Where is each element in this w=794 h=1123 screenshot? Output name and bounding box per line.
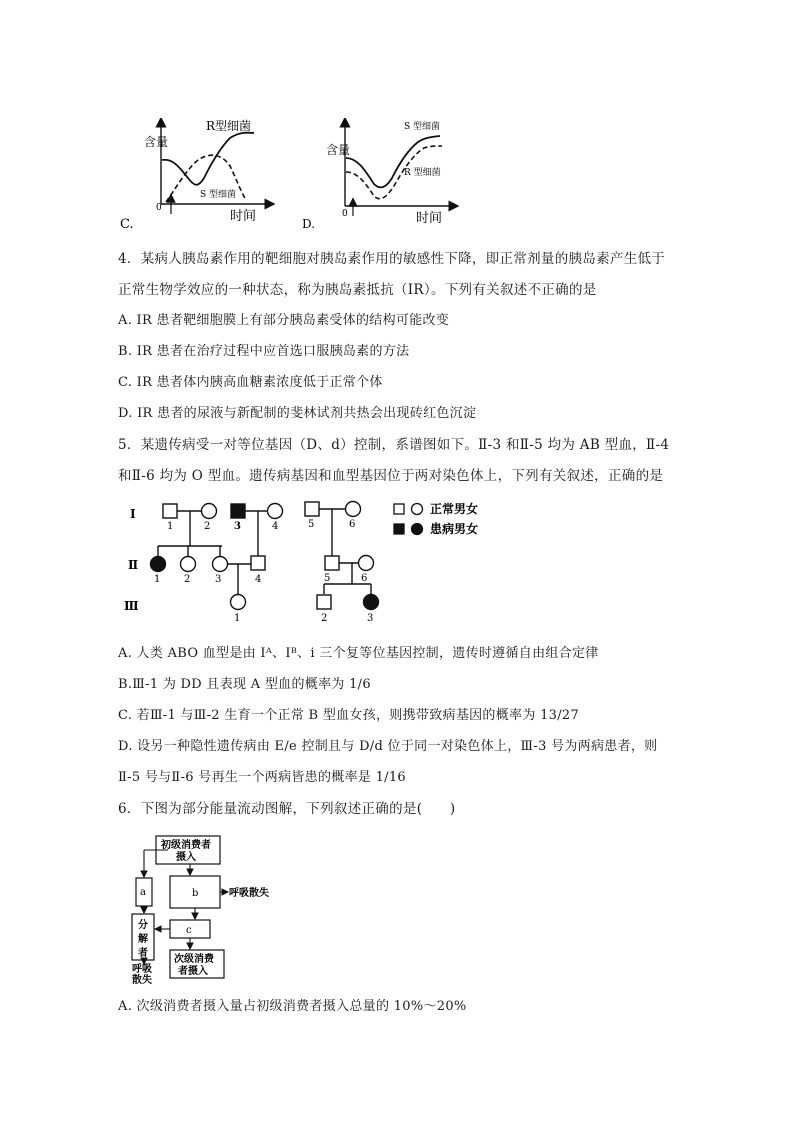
num-III2: 2 <box>321 613 328 624</box>
q5-option-d-line2: Ⅱ-5 号与Ⅱ-6 号再生一个两病皆患的概率是 1/16 <box>118 770 406 785</box>
male-III2 <box>317 595 331 609</box>
q6-option-a: A. 次级消费者摄入量占初级消费者摄入总量的 10%～20% <box>118 999 467 1014</box>
legend-normal-label: 正常男女 <box>430 502 479 516</box>
respiration-label: 呼吸散失 <box>229 888 269 899</box>
legend-normal-female <box>412 504 423 515</box>
q4-option-d: D. IR 患者的尿液与新配制的斐林试剂共热会出现砖红色沉淀 <box>118 406 477 421</box>
primary-intake-line1: 初级消费者 <box>161 840 211 851</box>
num-II4: 4 <box>255 574 262 585</box>
num-III1: 1 <box>234 613 241 624</box>
num-II5: 5 <box>324 573 331 584</box>
female-II6 <box>359 556 374 571</box>
secondary-intake-line2: 者摄入 <box>178 966 208 977</box>
q5-option-c: C. 若Ⅲ-1 与Ⅲ-2 生育一个正常 B 型血女孩，则携带致病基因的概率为 13/27 <box>118 708 580 723</box>
label-b: b <box>192 888 199 899</box>
ylabel: 含量 <box>144 135 169 149</box>
male-II4 <box>251 556 265 570</box>
gen-label-2: Ⅱ <box>128 558 139 572</box>
legend-affected-female <box>412 524 423 535</box>
female-I6 <box>346 502 361 517</box>
female-I4 <box>268 504 283 519</box>
num-II1: 1 <box>154 574 161 585</box>
female-III3 <box>364 595 379 610</box>
male-I1 <box>163 504 177 518</box>
label-a: a <box>140 887 146 898</box>
q4-option-c: C. IR 患者体内胰高血糖素浓度低于正常个体 <box>118 375 383 390</box>
male-I3 <box>231 504 245 518</box>
respiration2-line2: 散失 <box>132 975 152 984</box>
decomposer-char1: 分 <box>138 920 148 931</box>
gen-label-3: Ⅲ <box>124 599 139 613</box>
male-I5 <box>305 502 319 516</box>
num-II6: 6 <box>361 573 368 584</box>
num-I6: 6 <box>349 519 356 530</box>
gen-label-1: Ⅰ <box>130 507 136 521</box>
s-label: S 型细菌 <box>404 122 441 132</box>
graph-d <box>300 118 460 233</box>
num-I4: 4 <box>272 521 279 532</box>
r-label: R型细菌 <box>206 119 252 133</box>
num-III3: 3 <box>367 613 374 624</box>
q4-option-b: B. IR 患者在治疗过程中应首选口服胰岛素的方法 <box>118 344 410 359</box>
secondary-intake-line1: 次级消费 <box>174 954 214 965</box>
num-II3: 3 <box>215 574 222 585</box>
option-d-label: D. <box>302 217 316 231</box>
decomposer-char3: 者 <box>138 948 148 959</box>
q5-option-a: A. 人类 ABO 血型是由 Iᴬ、Iᴮ、i 三个复等位基因控制，遗传时遵循自由组合定律 <box>118 646 599 661</box>
q4-stem-line1: 4．某病人胰岛素作用的靶细胞对胰岛素作用的敏感性下降，即正常剂量的胰岛素产生低于 <box>118 251 666 267</box>
decomposer-char2: 解 <box>138 934 148 945</box>
ylabel: 含量 <box>326 143 351 157</box>
option-c-label: C. <box>120 217 134 232</box>
s-label: S 型细菌 <box>200 190 237 200</box>
s-curve <box>346 136 440 187</box>
r-label: R 型细菌 <box>404 168 441 178</box>
primary-intake-line2: 摄入 <box>176 852 196 863</box>
xlabel: 时间 <box>416 211 443 226</box>
num-I1: 1 <box>167 521 174 532</box>
q5-option-d-line1: D. 设另一种隐性遗传病由 E/e 控制且与 D/d 位于同一对染色体上，Ⅲ-3 号为两病患者，则 <box>118 739 658 754</box>
q6-stem: 6．下图为部分能量流动图解，下列叙述正确的是( ) <box>118 801 456 817</box>
graph-c <box>118 118 278 233</box>
female-II3 <box>213 557 228 572</box>
q4-option-a: A. IR 患者靶细胞膜上有部分胰岛素受体的结构可能改变 <box>118 313 450 328</box>
num-I3: 3 <box>234 521 241 532</box>
q5-option-b: B.Ⅲ-1 为 DD 且表现 A 型血的概率为 1/6 <box>118 677 371 692</box>
origin-label: 0 <box>342 209 348 219</box>
num-II2: 2 <box>184 574 191 585</box>
female-I2 <box>202 504 217 519</box>
xlabel: 时间 <box>230 209 257 224</box>
origin-label: 0 <box>156 203 162 213</box>
female-II1 <box>151 557 166 572</box>
male-II5 <box>325 556 339 570</box>
label-c: c <box>186 925 192 936</box>
energy-flow-diagram <box>128 832 308 984</box>
num-I2: 2 <box>204 521 211 532</box>
respiration2-line1: 呼吸 <box>132 964 152 975</box>
q4-stem-line2: 正常生物学效应的一种状态，称为胰岛素抵抗（IR）。下列有关叙述不正确的是 <box>118 282 597 298</box>
female-II2 <box>181 557 196 572</box>
q5-stem-line2: 和Ⅱ-6 均为 O 型血。遗传病基因和血型基因位于两对染色体上，下列有关叙述，正确的是 <box>118 468 664 484</box>
r-curve <box>162 133 254 185</box>
legend-affected-label: 患病男女 <box>430 522 479 536</box>
female-III1 <box>231 595 246 610</box>
q5-stem-line1: 5．某遗传病受一对等位基因（D、d）控制，系谱图如下。Ⅱ-3 和Ⅱ-5 均为 AB 型血，Ⅱ-4 <box>118 437 670 453</box>
legend-affected-male <box>394 524 404 534</box>
pedigree-chart <box>118 494 518 624</box>
num-I5: 5 <box>308 519 315 530</box>
legend-normal-male <box>394 504 404 514</box>
